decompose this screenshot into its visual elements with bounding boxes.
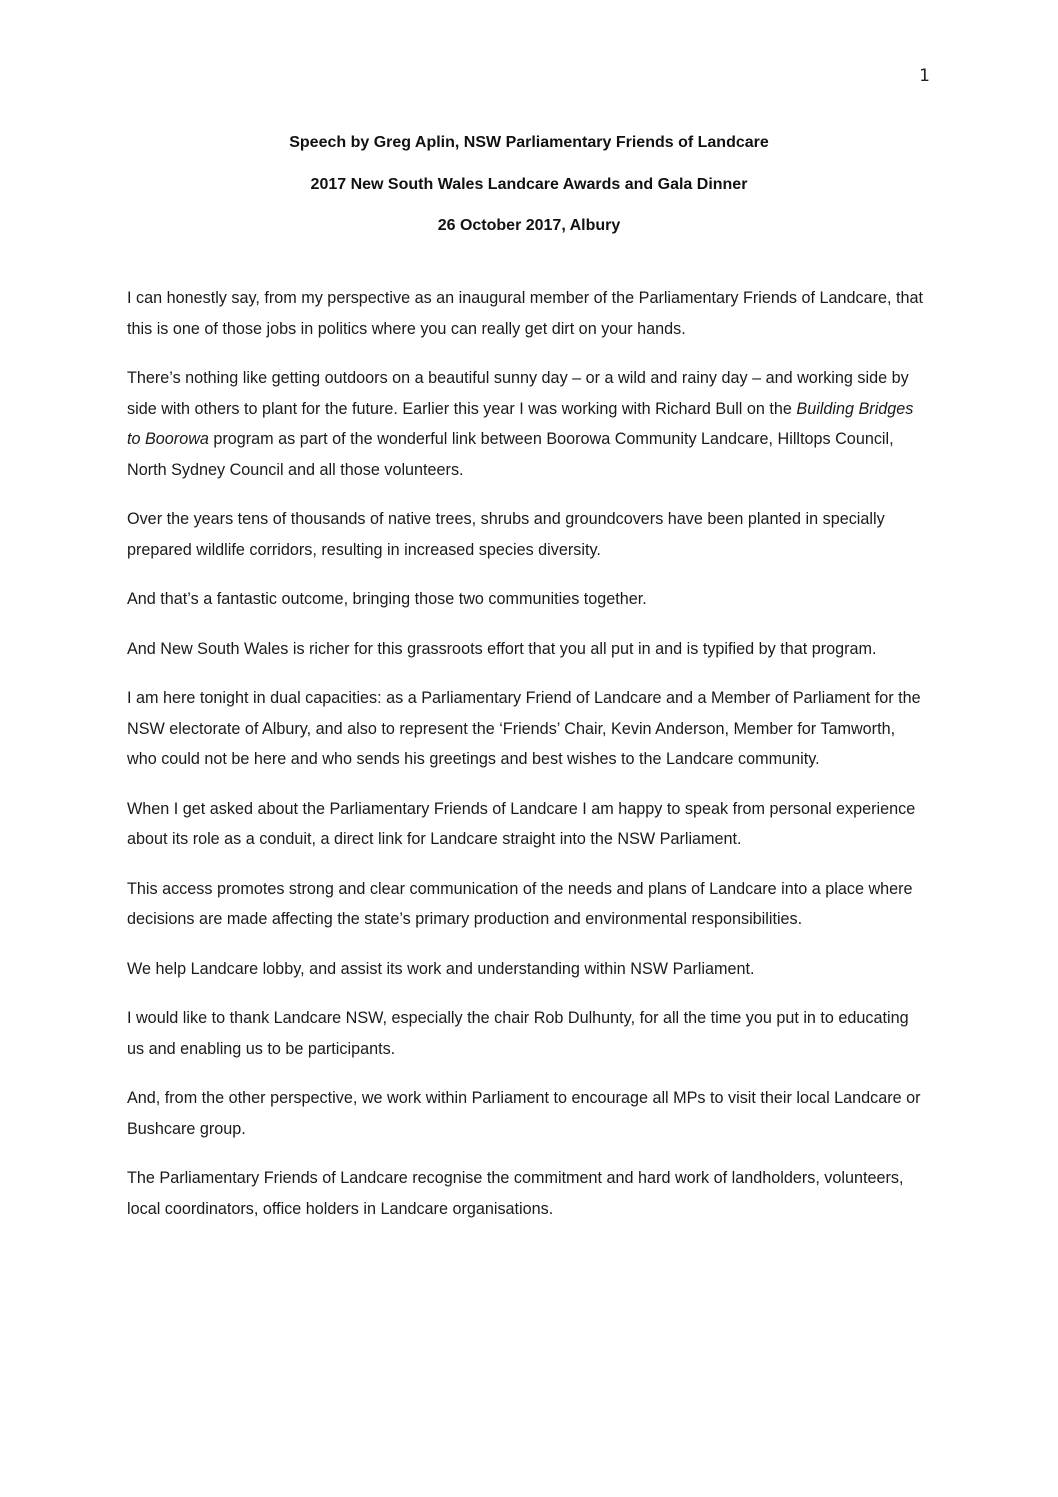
paragraph-3: Over the years tens of thousands of native trees, shrubs and groundcovers have been planted in specially prepared wildlife corridors, resulting in increased species diversity. bbox=[127, 510, 885, 559]
page-number: 1 bbox=[919, 66, 930, 86]
paragraph-12: The Parliamentary Friends of Landcare recognise the commitment and hard work of landholders, volunteers, local coordinators, office holders in Landcare organisations. bbox=[127, 1169, 904, 1218]
paragraph-6: I am here tonight in dual capacities: as a Parliamentary Friend of Landcare and a Member of Parliament for the NSW electorate of Albury, and also to represent the ‘Friends’ Chair, Kevin Anderson, Member for Tamworth, who could not be here and who sends his greetings and best wishes to the Landcare community. bbox=[127, 689, 921, 768]
paragraph-1: I can honestly say, from my perspective as an inaugural member of the Parliamentary Friends of Landcare, that this is one of those jobs in politics where you can really get dirt on your hands. bbox=[127, 289, 923, 338]
paragraph-2 bbox=[127, 363, 927, 485]
event-date-place: 26 October 2017, Albury bbox=[437, 217, 621, 234]
paragraph-9: We help Landcare lobby, and assist its work and understanding within NSW Parliament. bbox=[127, 959, 755, 978]
paragraph-10: I would like to thank Landcare NSW, especially the chair Rob Dulhunty, for all the time you put in to educating us and enabling us to be participants. bbox=[127, 1009, 909, 1058]
paragraph-5: And New South Wales is richer for this grassroots effort that you all put in and is typified by that program. bbox=[127, 639, 877, 658]
speech-title: Speech by Greg Aplin, NSW Parliamentary Friends of Landcare bbox=[289, 134, 769, 151]
paragraph-2-text-b: program as part of the wonderful link between Boorowa Community Landcare, Hilltops Council, North Sydney Council and all those volunteers. bbox=[127, 430, 894, 479]
paragraph-11: And, from the other perspective, we work within Parliament to encourage all MPs to visit their local Landcare or Bushcare group. bbox=[127, 1089, 921, 1138]
event-title: 2017 New South Wales Landcare Awards and Gala Dinner bbox=[310, 176, 748, 193]
paragraph-2-text-a: There’s nothing like getting outdoors on a beautiful sunny day – or a wild and rainy day – and working side by side with others to plant for the future. Earlier this year I was working with Richard Bull on the bbox=[127, 369, 909, 418]
paragraph-4: And that’s a fantastic outcome, bringing those two communities together. bbox=[127, 590, 647, 608]
paragraph-7: When I get asked about the Parliamentary Friends of Landcare I am happy to speak from personal experience about its role as a conduit, a direct link for Landcare straight into the NSW Parliament. bbox=[127, 799, 916, 848]
speech-body bbox=[127, 283, 927, 1243]
paragraph-8: This access promotes strong and clear communication of the needs and plans of Landcare into a place where decisions are made affecting the state’s primary production and environmental responsibilities. bbox=[127, 879, 913, 928]
program-name-italic: Building Bridges to Boorowa bbox=[127, 399, 914, 448]
